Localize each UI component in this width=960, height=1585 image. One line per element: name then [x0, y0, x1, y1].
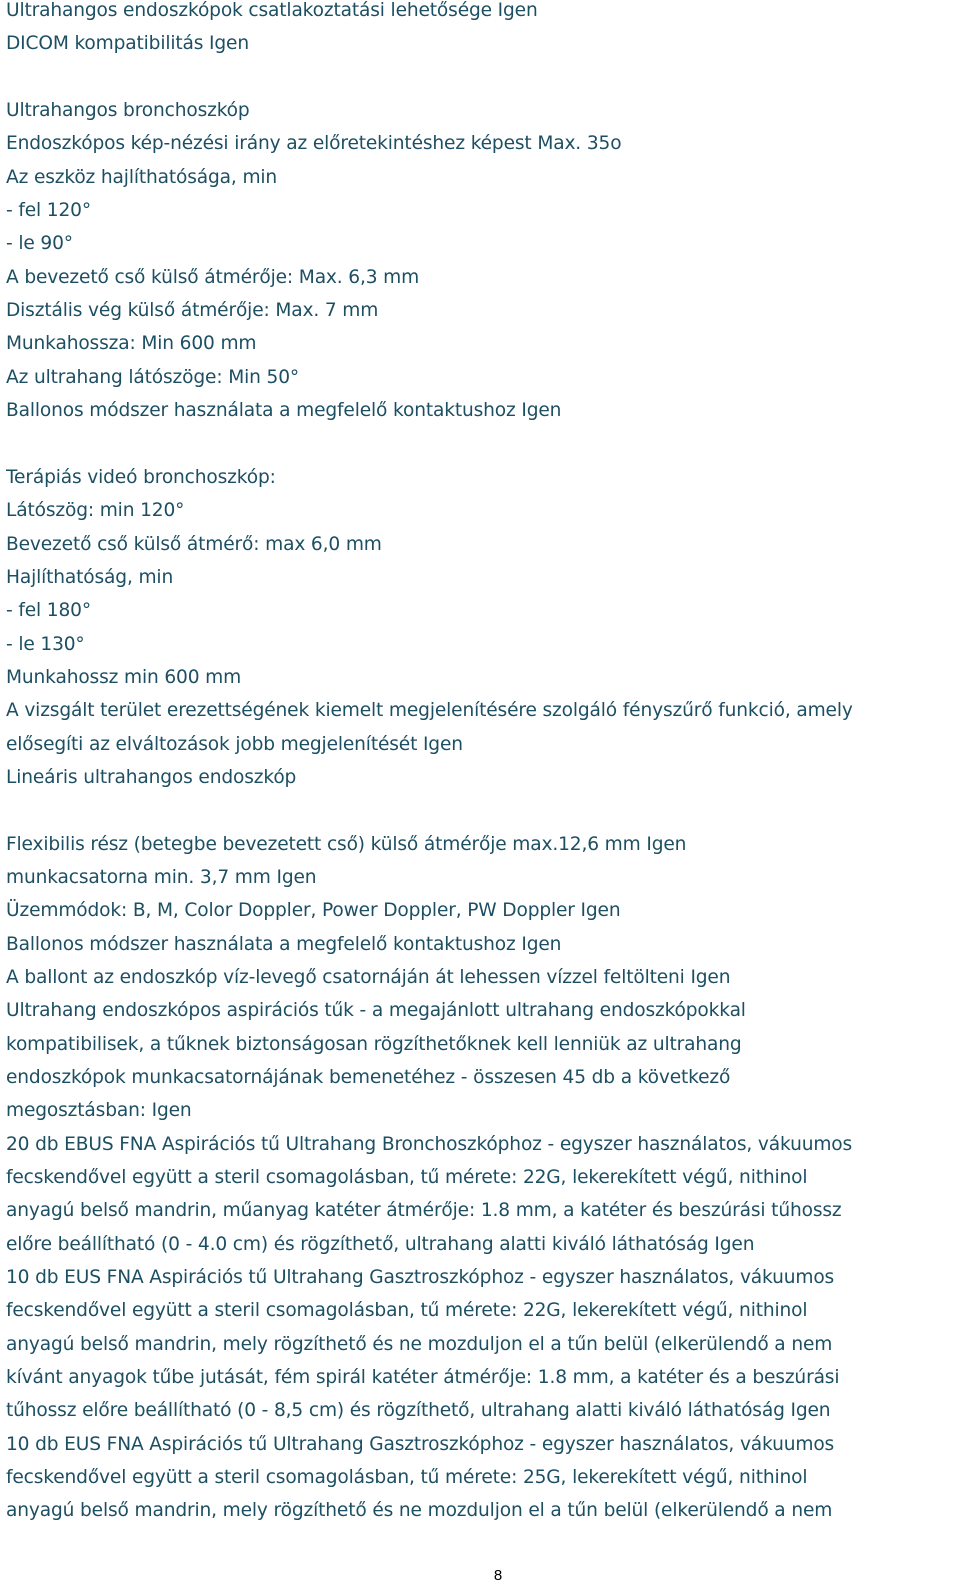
text-line: Disztális vég külső átmérője: Max. 7 mm [6, 300, 379, 322]
text-line: Hajlíthatóság, min [6, 566, 174, 588]
text-line: 10 db EUS FNA Aspirációs tű Ultrahang Gasztroszkóphoz - egyszer használatos, vákuumos [6, 1267, 835, 1289]
text-line: A vizsgált terület erezettségének kiemelt megjelenítésére szolgáló fényszűrő funkció, amely [6, 700, 853, 722]
text-line: kompatibilisek, a tűknek biztonságosan rögzíthetőknek kell lenniük az ultrahang [6, 1033, 742, 1055]
text-line: Ballonos módszer használata a megfelelő kontaktushoz Igen [6, 400, 562, 422]
text-line: Az ultrahang látószöge: Min 50° [6, 366, 300, 388]
text-line: tűhossz előre beállítható (0 - 8,5 cm) és rögzíthető, ultrahang alatti kiváló láthatóság Igen [6, 1400, 831, 1422]
text-line: fecskendővel együtt a steril csomagolásban, tű mérete: 22G, lekerekített végű, nithinol [6, 1167, 808, 1189]
text-line: Munkahossza: Min 600 mm [6, 333, 257, 355]
section-heading: Terápiás videó bronchoszkóp: [6, 466, 276, 488]
text-line: - le 90° [6, 233, 73, 255]
text-line: Ultrahangos endoszkópok csatlakoztatási lehetősége Igen [6, 0, 538, 21]
text-line: Látószög: min 120° [6, 500, 185, 522]
text-line: - fel 120° [6, 200, 91, 222]
text-line: - fel 180° [6, 600, 91, 622]
text-line: - le 130° [6, 633, 85, 655]
text-line: A bevezető cső külső átmérője: Max. 6,3 mm [6, 266, 420, 288]
text-line: előre beállítható (0 - 4.0 cm) és rögzíthető, ultrahang alatti kiváló láthatóság Igen [6, 1233, 755, 1255]
text-line: Ultrahang endoszkópos aspirációs tűk - a megajánlott ultrahang endoszkópokkal [6, 1000, 746, 1022]
text-line: anyagú belső mandrin, mely rögzíthető és ne mozduljon el a tűn belül (elkerülendő a nem [6, 1333, 833, 1355]
paragraph-gap [6, 61, 960, 94]
text-line: endoszkópok munkacsatornájának bemenetéhez - összesen 45 db a következő [6, 1067, 731, 1088]
text-line: Munkahossz min 600 mm [6, 666, 242, 688]
text-line: 20 db EBUS FNA Aspirációs tű Ultrahang Bronchoszkóphoz - egyszer használatos, vákuumos [6, 1133, 853, 1155]
text-line: munkacsatorna min. 3,7 mm Igen [6, 866, 317, 888]
text-line: Üzemmódok: B, M, Color Doppler, Power Doppler, PW Doppler Igen [6, 900, 621, 922]
text-line: A ballont az endoszkóp víz-levegő csatornáján át lehessen vízzel feltölteni Igen [6, 966, 731, 988]
text-line: Az eszköz hajlíthatósága, min [6, 166, 278, 188]
page-number: 8 [493, 1567, 503, 1584]
paragraph-gap [6, 794, 960, 827]
paragraph-gap [6, 427, 960, 460]
text-line: kívánt anyagok tűbe jutását, fém spirál katéter átmérője: 1.8 mm, a katéter és a beszúrási [6, 1367, 840, 1389]
text-line: Ballonos módszer használata a megfelelő kontaktushoz Igen [6, 933, 562, 955]
text-line: fecskendővel együtt a steril csomagolásban, tű mérete: 22G, lekerekített végű, nithinol [6, 1300, 808, 1322]
text-line: anyagú belső mandrin, műanyag katéter átmérője: 1.8 mm, a katéter és beszúrási tűhossz [6, 1200, 842, 1222]
text-line: elősegíti az elváltozások jobb megjelenítését Igen [6, 733, 463, 755]
text-line: megosztásban: Igen [6, 1100, 192, 1122]
section-heading: Ultrahangos bronchoszkóp [6, 100, 250, 122]
text-line: Endoszkópos kép-nézési irány az előretekintéshez képest Max. 35o [6, 133, 622, 155]
text-line: fecskendővel együtt a steril csomagolásban, tű mérete: 25G, lekerekített végű, nithinol [6, 1467, 808, 1489]
text-line: Flexibilis rész (betegbe bevezetett cső) külső átmérője max.12,6 mm Igen [6, 833, 687, 855]
section-heading: Lineáris ultrahangos endoszkóp [6, 766, 297, 788]
text-line: Bevezető cső külső átmérő: max 6,0 mm [6, 533, 382, 555]
text-line: anyagú belső mandrin, mely rögzíthető és ne mozduljon el a tűn belül (elkerülendő a nem [6, 1500, 833, 1522]
text-line: 10 db EUS FNA Aspirációs tű Ultrahang Gasztroszkóphoz - egyszer használatos, vákuumos [6, 1433, 835, 1455]
document-body [6, 0, 960, 1528]
text-line: DICOM kompatibilitás Igen [6, 33, 249, 55]
